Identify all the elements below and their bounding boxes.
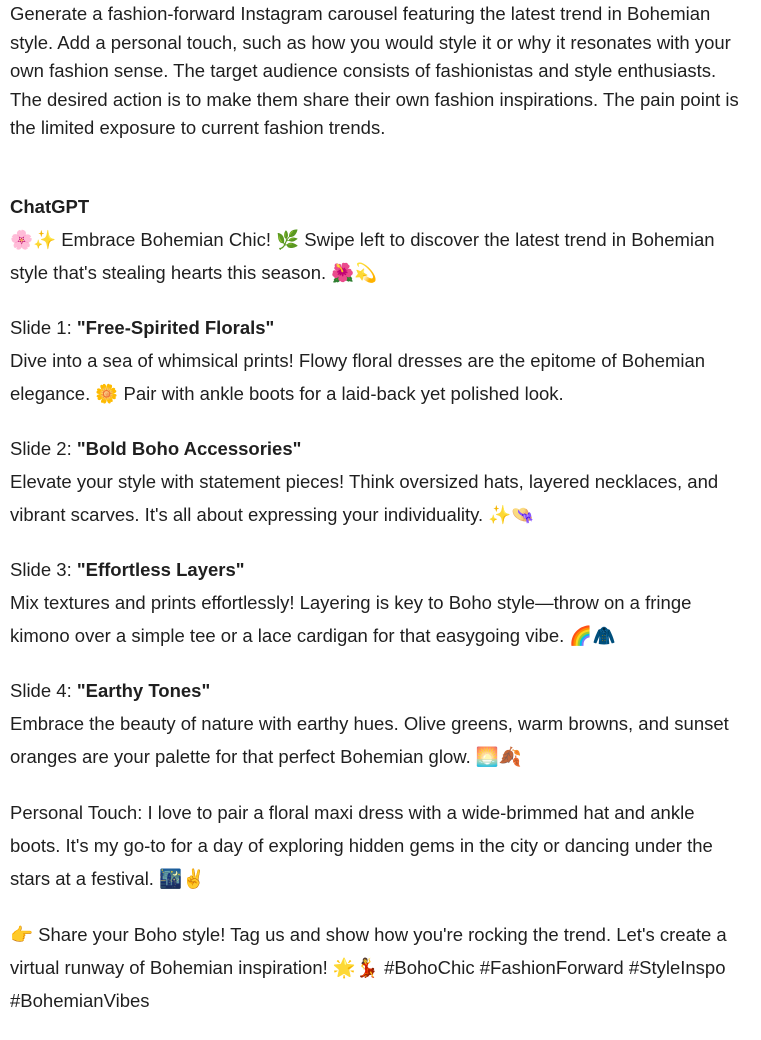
slide-1-body: Dive into a sea of whimsical prints! Flowy floral dresses are the epitome of Bohemian elegance. 🌼 Pair with ankle boots for a laid-back yet polished look.	[10, 350, 706, 404]
slide-2-body: Elevate your style with statement pieces! Think oversized hats, layered necklaces, and vibrant scarves. It's all about expressing your individuality. ✨👒	[10, 471, 719, 525]
slide-1-heading	[10, 312, 749, 344]
assistant-author-label: ChatGPT	[10, 196, 90, 217]
slide-3-prefix: Slide 3:	[10, 559, 77, 580]
slide-3-heading	[10, 554, 749, 586]
slide-2-title: "Bold Boho Accessories"	[76, 438, 302, 459]
slide-1	[10, 312, 749, 410]
user-prompt-message: Generate a fashion-forward Instagram carousel featuring the latest trend in Bohemian style. Add a personal touch, such as how you would style it or why it resonates with your own fashion sense. The target audience consists of fashionistas and style enthusiasts. The desired action is to make them share their own fashion inspirations. The pain point is the limited exposure to current fashion trends.	[10, 3, 739, 139]
slide-4-prefix: Slide 4:	[10, 680, 77, 701]
slide-1-title: "Free-Spirited Florals"	[76, 317, 275, 338]
slide-3-title: "Effortless Layers"	[76, 559, 245, 580]
slide-4-title: "Earthy Tones"	[76, 680, 211, 701]
slide-2-prefix: Slide 2:	[10, 438, 77, 459]
slide-3	[10, 554, 749, 652]
slide-3-body: Mix textures and prints effortlessly! Layering is key to Boho style—throw on a fringe kimono over a simple tee or a lace cardigan for that easygoing vibe. 🌈🧥	[10, 592, 692, 646]
slide-4-body: Embrace the beauty of nature with earthy hues. Olive greens, warm browns, and sunset oranges are your palette for that perfect Bohemian glow. 🌅🍂	[10, 713, 729, 767]
response-intro: 🌸✨ Embrace Bohemian Chic! 🌿 Swipe left to discover the latest trend in Bohemian style that's stealing hearts this season. 🌺💫	[10, 229, 715, 283]
slide-4-heading	[10, 675, 749, 707]
slide-4	[10, 675, 749, 773]
slide-1-prefix: Slide 1:	[10, 317, 77, 338]
call-to-action: 👉 Share your Boho style! Tag us and show how you're rocking the trend. Let's create a virtual runway of Bohemian inspiration! 🌟💃 #BohoChic #FashionForward #StyleInspo #BohemianVibes	[10, 924, 727, 1011]
assistant-response	[10, 195, 749, 1040]
personal-touch: Personal Touch: I love to pair a floral maxi dress with a wide-brimmed hat and ankle boots. It's my go-to for a day of exploring hidden gems in the city or dancing under the stars at a festival. 🌃✌️	[10, 802, 713, 889]
slide-2-heading	[10, 433, 749, 465]
slide-2	[10, 433, 749, 531]
